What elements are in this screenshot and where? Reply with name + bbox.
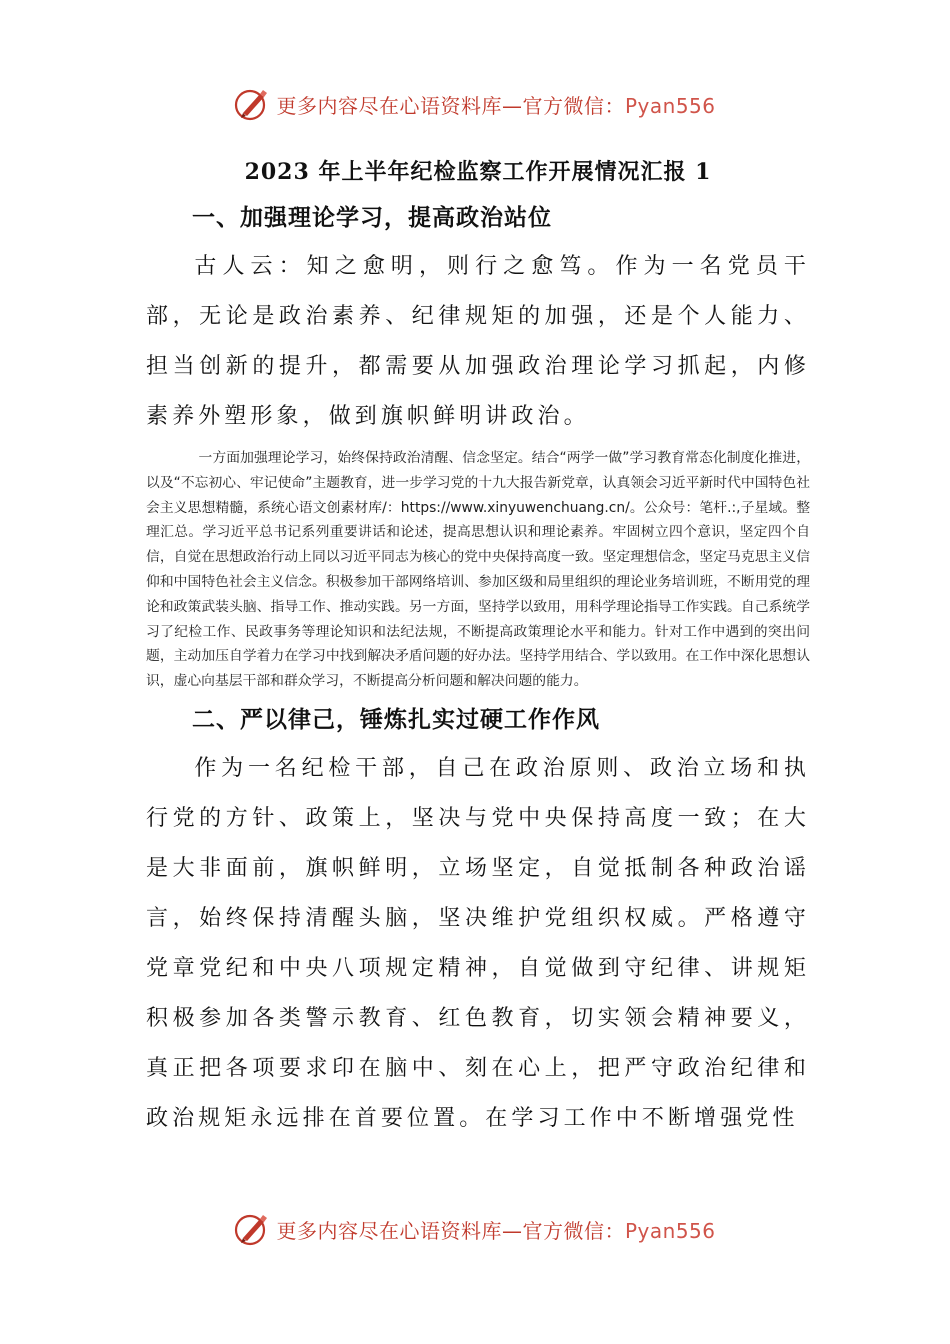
document-title: 2023 年上半年纪检监察工作开展情况汇报 1 xyxy=(244,159,712,185)
banner-text: 更多内容尽在心语资料库—官方微信：Pyan556 xyxy=(276,93,716,118)
section-heading-1: 一、加强理论学习，提高政治站位 xyxy=(192,204,552,231)
pen-logo-icon xyxy=(234,1211,270,1247)
banner-text: 更多内容尽在心语资料库—官方微信：Pyan556 xyxy=(276,1218,716,1243)
header-watermark-banner xyxy=(0,84,950,124)
section-heading-2: 二、严以律己，锤炼扎实过硬工作作风 xyxy=(192,705,600,733)
document-body xyxy=(146,150,810,1144)
section1-paragraph-2: 一方面加强理论学习，始终保持政治清醒、信念坚定。结合“两学一做”学习教育常态化制度化推进，以及“不忘初心、牢记使命”主题教育，进一步学习党的十九大报告新党章，认真领会习近平新时代中国特色社会主义思想精髓，系统心语文创素材库/：https://www.xinyuwenchuang.cn/。公众号：笔杆.:,子星域。整理汇总。学习近平总书记系列重要讲话和论述，提高思想认识和理论素养。牢固树立四个意识，坚定四个自信，自觉在思想政治行动上同以习近平同志为核心的党中央保持高度一致。坚定理想信念，坚定马克思主义信仰和中国特色社会主义信念。积极参加干部网络培训、参加区级和局里组织的理论业务培训班，不断用党的理论和政策武装头脑、指导工作、推动实践。另一方面，坚持学以致用，用科学理论指导工作实践。自己系统学习了纪检工作、民政事务等理论知识和法纪法规，不断提高政策理论水平和能力。针对工作中遇到的突出问题，主动加压自学着力在学习中找到解决矛盾问题的好办法。坚持学用结合、学以致用。在工作中深化思想认识，虚心向基层干部和群众学习，不断提高分析问题和解决问题的能力。 xyxy=(146,450,810,690)
section2-paragraph-1: 作为一名纪检干部，自己在政治原则、政治立场和执行党的方针、政策上，坚决与党中央保持高度一致；在大是大非面前，旗帜鲜明，立场坚定，自觉抵制各种政治谣言，始终保持清醒头脑，坚决维护党组织权威。严格遵守党章党纪和中央八项规定精神，自觉做到守纪律、讲规矩积极参加各类警示教育、红色教育，切实领会精神要义，真正把各项要求印在脑中、刻在心上，把严守政治纪律和政治规矩永远排在首要位置。在学习工作中不断增强党性 xyxy=(146,755,810,1131)
wechat-id: Pyan556 xyxy=(624,1218,716,1243)
section1-paragraph-1: 古人云：知之愈明，则行之愈笃。作为一名党员干部，无论是政治素养、纪律规矩的加强，还是个人能力、担当创新的提升，都需要从加强政治理论学习抓起，内修素养外塑形象，做到旗帜鲜明讲政治。 xyxy=(146,254,810,429)
pen-logo-icon xyxy=(234,86,270,122)
wechat-id: Pyan556 xyxy=(624,93,716,118)
footer-watermark-banner xyxy=(0,1209,950,1249)
